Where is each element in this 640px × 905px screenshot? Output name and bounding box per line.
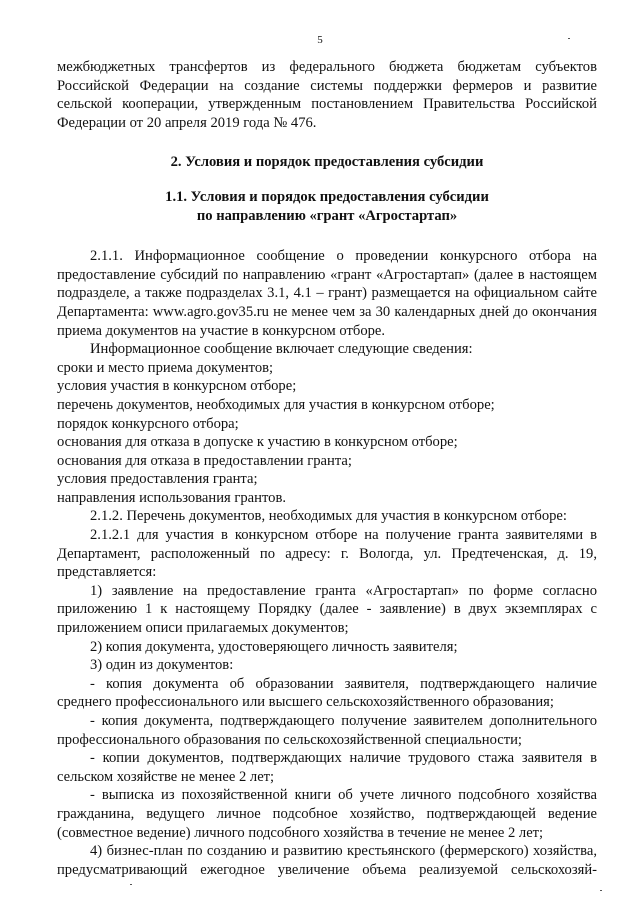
document-subitem: - копии документов, подтверждающих наличие трудового стажа заявителя в сельском хозяйстве не менее 2 лет;: [57, 750, 597, 785]
paragraph-2-1-2-1: 2.1.2.1 для участия в конкурсном отборе на получение гранта заявителями в Департамент, расположенный по адресу: г. Вологда, ул. Предтеченская, д. 19, представляется:: [57, 527, 597, 581]
subsection-title-line2: по направлению «грант «Агростартап»: [196, 207, 458, 224]
scan-speck: [568, 38, 570, 39]
document-item-1: 1) заявление на предоставление гранта «Агростартап» по форме согласно приложению 1 к настоящему Порядку (далее - заявление) в двух экземплярах с приложением описи прилагаемых документов;: [57, 582, 597, 637]
info-intro: Информационное сообщение включает следующие сведения:: [90, 341, 473, 358]
document-subitem: - выписка из похозяйственной книги об учете личного подсобного хозяйства гражданина, ведущего личное подсобное хозяйство, подтверждающей ведение (совместное ведение) личного подсобного хозяйства в течение не менее 2 лет;: [57, 787, 597, 841]
info-item: условия участия в конкурсном отборе;: [57, 378, 297, 395]
intro-paragraph: межбюджетных трансфертов из федерального бюджета бюджетам субъектов Российской Федерации на создание системы поддержки фермеров и развитие сельской кооперации, утвержденным постановлением Правительства Российской Федерации от 20 апреля 2019 года № 476.: [57, 59, 597, 131]
info-item: условия предоставления гранта;: [57, 471, 258, 488]
section-title: 2. Условия и порядок предоставления субсидии: [170, 154, 484, 171]
document-item-3: 3) один из документов:: [90, 657, 234, 674]
info-item: основания для отказа в предоставлении гранта;: [57, 452, 352, 469]
scan-speck: [130, 884, 132, 885]
info-item: сроки и место приема документов;: [57, 359, 274, 376]
document-item-2: 2) копия документа, удостоверяющего личность заявителя;: [90, 638, 458, 655]
paragraph-2-1-1: 2.1.1. Информационное сообщение о проведении конкурсного отбора на предоставление субсидий по направлению «грант «Агростартап» (далее в настоящем подразделе, а также подразделах 3.1, 4.1 – грант) размещается на официальном сайте Департамента: www.agro.gov35.ru не менее чем за 30 календарных дней до окончания приема документов на участие в конкурсном отборе.: [57, 248, 597, 339]
paragraph-2-1-2: 2.1.2. Перечень документов, необходимых для участия в конкурсном отборе:: [90, 508, 567, 525]
info-item: порядок конкурсного отбора;: [57, 415, 239, 432]
subsection-title-line1: 1.1. Условия и порядок предоставления субсидии: [165, 188, 489, 205]
subsection-title: [57, 188, 597, 225]
document-body: [57, 58, 597, 879]
document-item-4: 4) бизнес-план по созданию и развитию крестьянского (фермерского) хозяйства, предусматривающий ежегодное увеличение объема реализуемой сельскохозяй-: [57, 843, 597, 878]
page-number: 5: [317, 34, 323, 46]
info-item: направления использования грантов.: [57, 489, 286, 506]
info-item: перечень документов, необходимых для участия в конкурсном отборе;: [57, 396, 495, 413]
info-item: основания для отказа в допуске к участию в конкурсном отборе;: [57, 434, 458, 451]
scan-speck: [600, 890, 602, 891]
document-subitem: - копия документа, подтверждающего получение заявителем дополнительного профессионального образования по сельскохозяйственной специальности;: [57, 713, 597, 748]
document-subitem: - копия документа об образовании заявителя, подтверждающего наличие среднего профессионального или высшего сельскохозяйственного образования;: [57, 675, 597, 711]
